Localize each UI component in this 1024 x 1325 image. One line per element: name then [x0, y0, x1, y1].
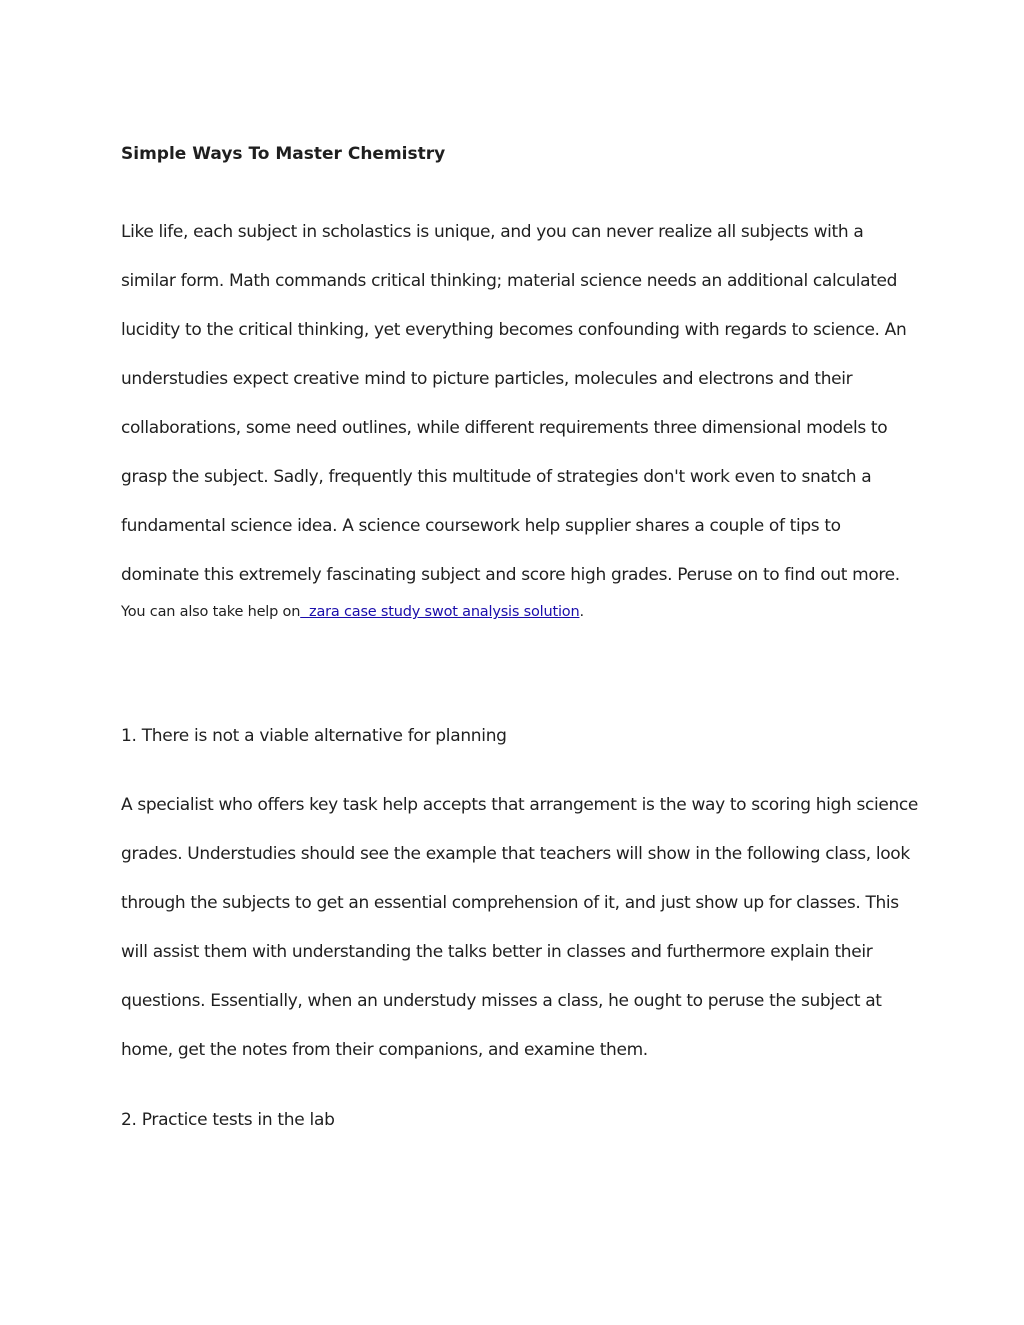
- document-title: Simple Ways To Master Chemistry: [121, 144, 446, 164]
- section-1-line: grades. Understudies should see the example that teachers will show in the following class, look: [121, 844, 910, 864]
- intro-line: lucidity to the critical thinking, yet everything becomes confounding with regards to science. An: [121, 320, 907, 340]
- intro-line: collaborations, some need outlines, while different requirements three dimensional models to: [121, 418, 888, 438]
- document-content: [121, 140, 918, 1151]
- intro-line: fundamental science idea. A science coursework help supplier shares a couple of tips to: [121, 516, 841, 536]
- help-prefix: You can also take help on: [121, 604, 301, 620]
- intro-line: grasp the subject. Sadly, frequently this multitude of strategies don't work even to snatch a: [121, 467, 872, 487]
- section-1-line: will assist them with understanding the talks better in classes and furthermore explain their: [121, 942, 873, 962]
- intro-paragraph: [121, 208, 911, 600]
- section-1-line: questions. Essentially, when an understudy misses a class, he ought to peruse the subject at: [121, 991, 882, 1011]
- help-link-gap: [300, 604, 309, 620]
- intro-line: understudies expect creative mind to picture particles, molecules and electrons and their: [121, 369, 853, 389]
- intro-line: Like life, each subject in scholastics is unique, and you can never realize all subjects with a: [121, 222, 864, 242]
- section-1-paragraph: [121, 781, 918, 1075]
- section-1-line: A specialist who offers key task help accepts that arrangement is the way to scoring high science: [121, 795, 918, 815]
- intro-line: similar form. Math commands critical thinking; material science needs an additional calculated: [121, 271, 898, 291]
- section-1-heading: 1. There is not a viable alternative for planning: [121, 726, 507, 746]
- help-suffix: .: [579, 604, 584, 620]
- section-2-heading: 2. Practice tests in the lab: [121, 1110, 335, 1130]
- section-1-line: home, get the notes from their companions, and examine them.: [121, 1040, 648, 1060]
- section-1-line: through the subjects to get an essential comprehension of it, and just show up for classes. This: [121, 893, 899, 913]
- help-link[interactable]: zara case study swot analysis solution: [309, 604, 580, 620]
- intro-line: dominate this extremely fascinating subject and score high grades. Peruse on to find out more.: [121, 565, 900, 585]
- help-line: [121, 601, 911, 623]
